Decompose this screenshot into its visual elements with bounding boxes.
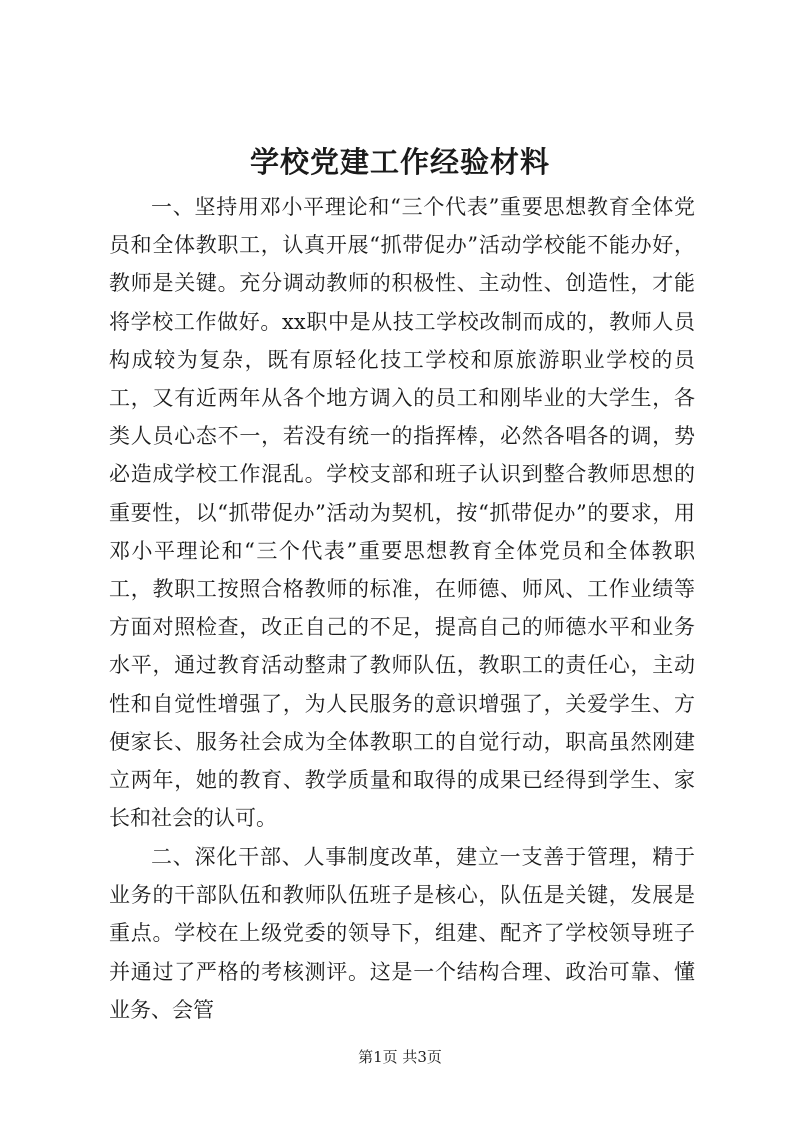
document-body [109, 188, 695, 1029]
document-title: 学校党建工作经验材料 [249, 145, 550, 179]
paragraph-2: 二、深化干部、人事制度改革，建立一支善于管理，精于业务的干部队伍和教师队伍班子是核心，队伍是关键，发展是重点。学校在上级党委的领导下，组建、配齐了学校领导班子并通过了严格的考核测评。这是一个结构合理、政治可靠、懂业务、会管 [109, 844, 695, 1022]
paragraph-1: 一、坚持用邓小平理论和“三个代表”重要思想教育全体党员和全体教职工，认真开展“抓带促办”活动学校能不能办好，教师是关键。充分调动教师的积极性、主动性、创造性，才能将学校工作做好。xx职中是从技工学校改制而成的，教师人员构成较为复杂，既有原轻化技工学校和原旅游职业学校的员工，又有近两年从各个地方调入的员工和刚毕业的大学生，各类人员心态不一，若没有统一的指挥棒，必然各唱各的调，势必造成学校工作混乱。学校支部和班子认识到整合教师思想的重要性，以“抓带促办”活动为契机，按“抓带促办”的要求，用邓小平理论和“三个代表”重要思想教育全体党员和全体教职工，教职工按照合格教师的标准，在师德、师风、工作业绩等方面对照检查，改正自己的不足，提高自己的师德水平和业务水平，通过教育活动整肃了教师队伍，教职工的责任心，主动性和自觉性增强了，为人民服务的意识增强了，关爱学生、方便家长、服务社会成为全体教职工的自觉行动，职高虽然刚建立两年，她的教育、教学质量和取得的成果已经得到学生、家长和社会的认可。 [109, 195, 695, 831]
page-footer: 第1页 共3页 [358, 1048, 442, 1066]
